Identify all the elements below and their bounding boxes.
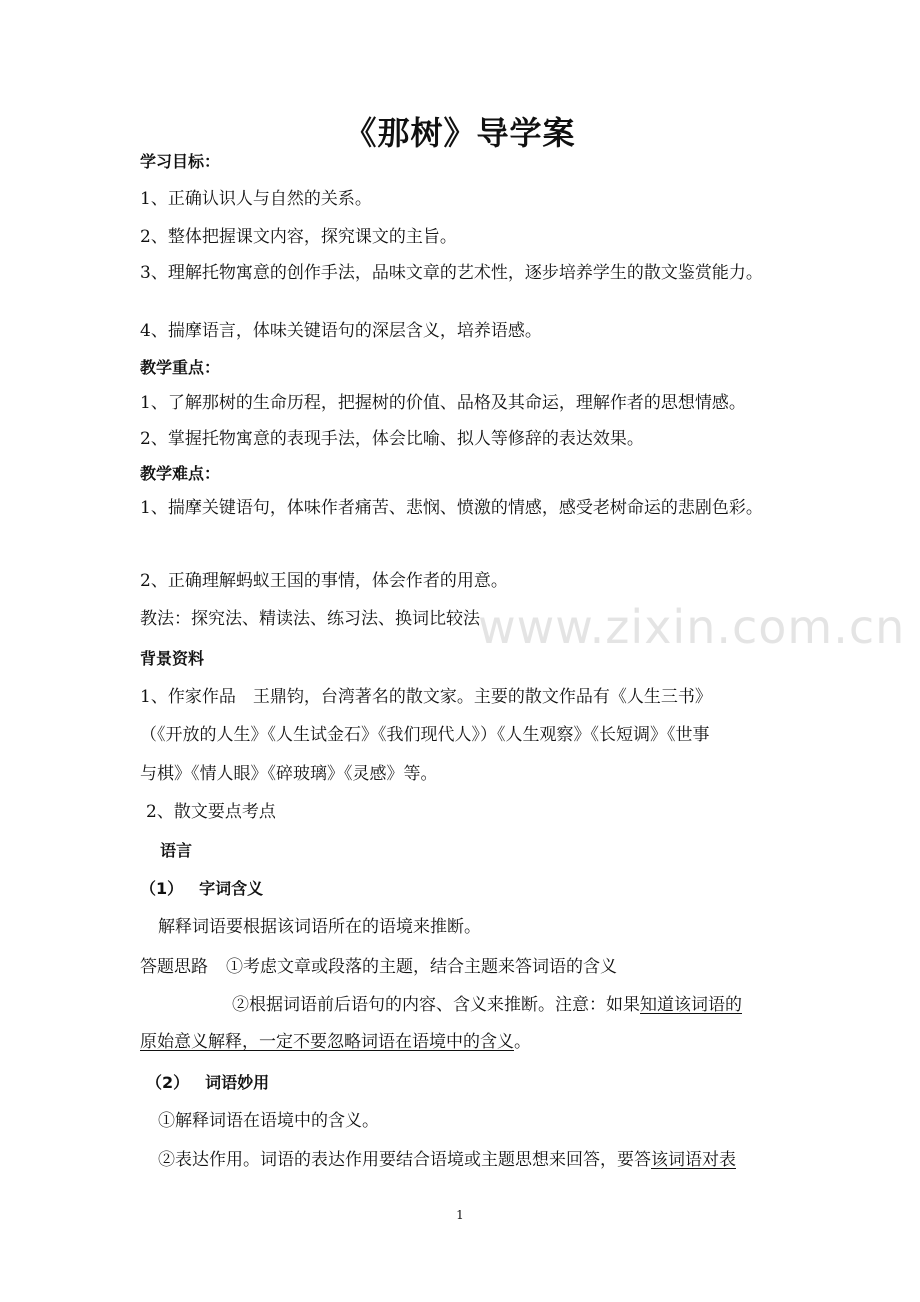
- item2-underlined-text: 该词语对表: [651, 1150, 736, 1170]
- answer-approach-line-2: [232, 994, 874, 1016]
- goal-item: 3、理解托物寓意的创作手法，品味文章的艺术性，逐步培养学生的散文鉴赏能力。: [140, 263, 763, 283]
- watermark: www.zixin.com.cn: [478, 600, 906, 654]
- item1-number: （1）: [140, 879, 184, 898]
- item2-line-2-text: ②表达作用。词语的表达作用要结合语境或主题思想来回答，要答: [158, 1150, 651, 1170]
- item1-description: 解释词语要根据该词语所在的语境来推断。: [158, 917, 481, 937]
- answer-approach-line-3: [140, 1031, 782, 1053]
- goal-item: 4、揣摩语言，体味关键语句的深层含义，培养语感。: [140, 321, 542, 341]
- teaching-method: 教法：探究法、精读法、练习法、换词比较法: [140, 609, 480, 629]
- page-number: 1: [456, 1208, 464, 1222]
- difficult-point-item: 2、正确理解蚂蚁王国的事情，体会作者的用意。: [140, 571, 508, 591]
- key-point-item: 2、掌握托物寓意的表现手法，体会比喻、拟人等修辞的表达效果。: [140, 429, 644, 449]
- answer-approach-underlined-text: 原始意义解释，一定不要忽略词语在语境中的含义: [140, 1032, 514, 1052]
- item2-title: 词语妙用: [205, 1073, 270, 1092]
- background-line: 与棋》《情人眼》《碎玻璃》《灵感》等。: [140, 764, 438, 784]
- item2-line-1: ①解释词语在语境中的含义。: [158, 1111, 379, 1131]
- item2-line-2: [158, 1149, 800, 1171]
- answer-approach-end: 。: [514, 1032, 531, 1052]
- background-line: 1、作家作品 王鼎钧，台湾著名的散文家。主要的散文作品有《人生三书》: [140, 687, 712, 707]
- answer-approach-line-1: [140, 956, 782, 978]
- item2-heading: [146, 1072, 788, 1094]
- answer-approach-underlined-text: 知道该词语的: [640, 995, 742, 1015]
- background-heading: 背景资料: [140, 649, 205, 668]
- goals-heading: 学习目标：: [140, 152, 221, 171]
- answer-approach-point-2: ②根据词语前后语句的内容、含义来推断。注意：如果: [232, 995, 640, 1015]
- item2-number: （2）: [146, 1073, 190, 1092]
- language-heading: 语言: [160, 841, 193, 860]
- background-line: （《开放的人生》《人生试金石》《我们现代人》）《人生观察》《长短调》《世事: [140, 725, 710, 745]
- key-point-item: 1、了解那树的生命历程，把握树的价值、品格及其命运，理解作者的思想情感。: [140, 393, 746, 413]
- answer-approach-label: 答题思路: [140, 957, 208, 977]
- difficult-point-item: 1、揣摩关键语句，体味作者痛苦、悲悯、愤激的情感，感受老树命运的悲剧色彩。: [140, 498, 763, 518]
- difficult-points-heading: 教学难点：: [140, 464, 221, 483]
- item1-title: 字词含义: [199, 879, 264, 898]
- item1-heading: [140, 878, 782, 900]
- goal-item: 2、整体把握课文内容，探究课文的主旨。: [140, 227, 457, 247]
- key-points-heading: 教学重点：: [140, 358, 221, 377]
- answer-approach-point-1: ①考虑文章或段落的主题，结合主题来答词语的含义: [226, 957, 617, 977]
- exam-points-heading: 2、散文要点考点: [146, 802, 276, 822]
- goal-item: 1、正确认识人与自然的关系。: [140, 189, 372, 209]
- document-title: 《那树》导学案: [344, 114, 576, 152]
